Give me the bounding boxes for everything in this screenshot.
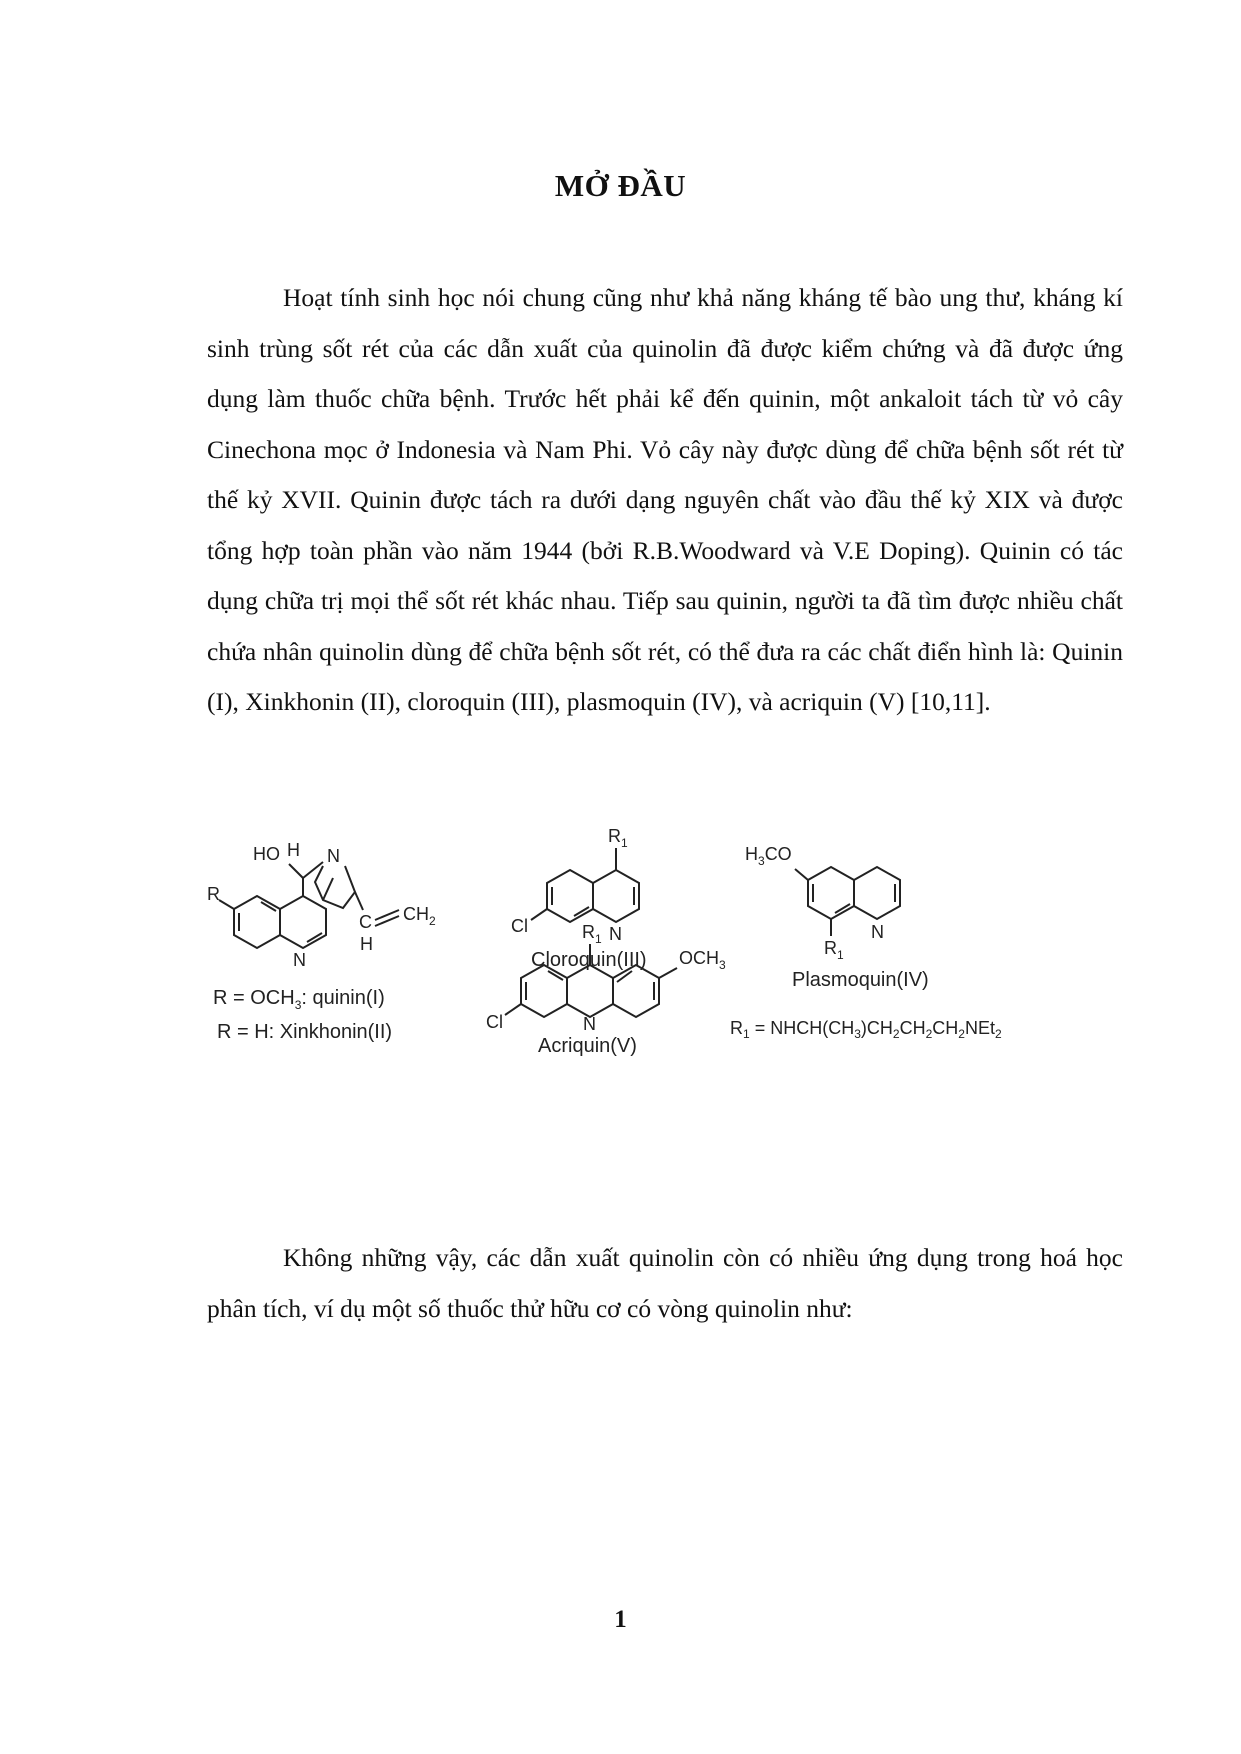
intro-paragraph (207, 273, 1123, 728)
quinin-structure (207, 840, 436, 1043)
chemical-structures-figure (205, 826, 1135, 1180)
quinuclidine-inner-bond (323, 878, 333, 900)
quinin-choh-bond (289, 864, 303, 878)
quinin-vinyl-h-label: H (360, 934, 373, 954)
quinin-h-label: H (287, 840, 300, 860)
applications-paragraph-text: Không những vậy, các dẫn xuất quinolin còn có nhiều ứng dụng trong hoá học phân tích, ví dụ một số thuốc thử hữu cơ có vòng quinolin như: (207, 1243, 1123, 1323)
quinin-pyridine-ring (280, 896, 326, 948)
cloroquin-cl-label: Cl (511, 916, 528, 936)
acriquin-cl-label: Cl (486, 1012, 503, 1032)
plasmoquin-pyridine-ring (854, 867, 900, 919)
cloroquin-pyridine-ring (593, 870, 639, 922)
quinin-r-label: R (207, 884, 220, 904)
cloroquin-r1-label: $R_1$ (608, 826, 628, 850)
acriquin-double-bond-3 (617, 971, 632, 982)
quinin-bridge-n-label: N (327, 846, 340, 866)
acriquin-r1-label: $R_1$ (582, 922, 602, 946)
cloroquin-caption: Cloroquin(III) (531, 949, 647, 971)
structures-svg (205, 826, 1135, 1180)
cloroquin-cl-bond (531, 909, 547, 920)
quinin-ring-n-label: N (293, 950, 306, 970)
quinin-ch2-label: $CH_2$ (403, 904, 436, 928)
acriquin-right-ring (613, 965, 659, 1017)
quinin-caption: $R = OCH_3$: quinin(I) (213, 987, 385, 1012)
plasmoquin-n-label: N (871, 922, 884, 942)
quinin-r-bond (219, 900, 234, 909)
plasmoquin-h3co-bond (795, 869, 808, 880)
applications-paragraph (207, 1233, 1123, 1334)
r1-definition: $R_1$ = $NHCH(CH_3)CH_2CH_2CH_2NEt_2$ (730, 1018, 1002, 1041)
quinuclidine-cage (315, 866, 355, 908)
quinuclidine-vinyl-bond (355, 892, 363, 910)
acriquin-n-label: N (583, 1014, 596, 1034)
cloroquin-structure (511, 826, 647, 971)
cloroquin-benzene-ring (547, 870, 593, 922)
quinin-benzene-ring (234, 896, 280, 948)
plasmoquin-benzene-ring (808, 867, 854, 919)
acriquin-structure (486, 922, 726, 1057)
acriquin-och3-bond (659, 968, 677, 978)
acriquin-left-ring (521, 965, 567, 1017)
plasmoquin-structure (730, 844, 1002, 1041)
plasmoquin-r1-label: $R_1$ (824, 938, 844, 962)
cloroquin-n-label: N (609, 924, 622, 944)
acriquin-och3-label: $OCH_3$ (679, 948, 726, 972)
page-number: 1 (614, 1606, 627, 1633)
acriquin-cl-bond (505, 1004, 521, 1015)
intro-paragraph-text: Hoạt tính sinh học nói chung cũng như khả năng kháng tế bào ung thư, kháng kí sinh trùng sốt rét của các dẫn xuất của quinolin đã được kiểm chứng và đã được ứng dụng làm thuốc chữa bệnh. Trước hết phải kể đến quinin, một ankaloit tách từ vỏ cây Cinechona mọc ở Indonesia và Nam Phi. Vỏ cây này được dùng để chữa bệnh sốt rét từ thế kỷ XVII. Quinin được tách ra dưới dạng nguyên chất vào đầu thế kỷ XIX và được tổng hợp toàn phần vào năm 1944 (bởi R.B.Woodward và V.E Doping). Quinin có tác dụng chữa trị mọi thể sốt rét khác nhau. Tiếp sau quinin, người ta đã tìm được nhiều chất chứa nhân quinolin dùng để chữa bệnh sốt rét, có thể đưa ra các chất điển hình là: Quinin (I), Xinkhonin (II), cloroquin (III), plasmoquin (IV), và acriquin (V) [10,11]. (207, 283, 1123, 716)
page-title: MỞ ĐẦU (554, 168, 687, 203)
plasmoquin-caption: Plasmoquin(IV) (792, 969, 929, 991)
quinin-vinyl-c-label: C (359, 912, 372, 932)
xinkhonin-caption: R = H: Xinkhonin(II) (217, 1021, 393, 1043)
acriquin-caption: Acriquin(V) (538, 1035, 637, 1057)
quinin-ho-label: HO (253, 844, 280, 864)
acriquin-center-ring (567, 965, 613, 1017)
plasmoquin-h3co-label: $H_3CO$ (745, 844, 792, 868)
